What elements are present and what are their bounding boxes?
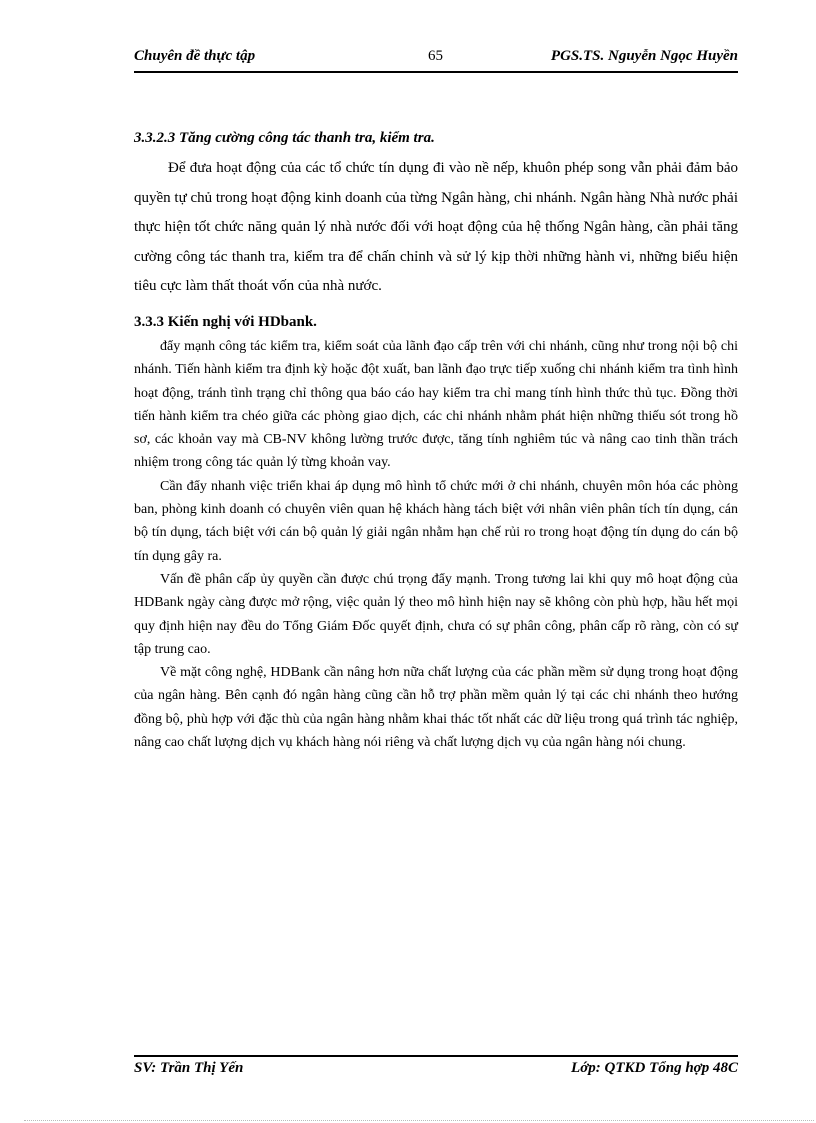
section-333-heading: 3.3.3 Kiến nghị với HDbank. — [134, 313, 317, 330]
class-name: Lớp: QTKD Tổng hợp 48C — [571, 1060, 738, 1076]
section-3323-paragraph: Để đưa hoạt động của các tổ chức tín dụng đi vào nề nếp, khuôn phép song vẫn phải đảm bảo quyền tự chủ trong hoạt động kinh doanh của từng Ngân hàng, chi nhánh. Ngân hàng Nhà nước phải thực hiện tốt chức năng quản lý nhà nước đối với hoạt động của hệ thống Ngân hàng, cần phải tăng cường công tác thanh tra, kiểm tra để chấn chỉnh và sử lý kịp thời những hành vi, những biểu hiện tiêu cực làm thất thoát vốn của nhà nước. — [134, 160, 738, 295]
page-footer — [134, 1060, 738, 1082]
section-333-paragraph-3: Vấn đề phân cấp ủy quyền cần được chú trọng đẩy mạnh. Trong tương lai khi quy mô hoạt động của HDBank ngày càng được mở rộng, việc quản lý theo mô hình hiện nay sẽ không còn phù hợp, hầu hết mọi quy định hiện nay đều do Tổng Giám Đốc quyết định, chưa có sự phân công, phân cấp rõ ràng, còn có sự tập trung cao. — [134, 571, 738, 657]
page-bottom-edge — [24, 1120, 814, 1121]
header-divider — [134, 71, 738, 73]
section-333-paragraph-1: đẩy mạnh công tác kiểm tra, kiểm soát của lãnh đạo cấp trên với chi nhánh, cũng như trong nội bộ chi nhánh. Tiến hành kiểm tra định kỳ hoặc đột xuất, ban lãnh đạo trực tiếp xuống chi nhánh kiểm tra tình hình hoạt động, tránh tình trạng chỉ thông qua báo cáo hay kiểm tra chỉ mang tính hình thức thủ tục. Đồng thời tiến hành kiểm tra chéo giữa các phòng giao dịch, các chi nhánh nhằm phát hiện những thiếu sót trong hồ sơ, các khoản vay mà CB-NV không lường trước được, tăng tính nghiêm túc và nâng cao tinh thần trách nhiệm trong công tác quản lý từng khoản vay. — [134, 338, 738, 471]
student-name: SV: Trần Thị Yến — [134, 1060, 244, 1076]
footer-divider — [134, 1055, 738, 1057]
page-number: 65 — [428, 48, 443, 64]
advisor-name: PGS.TS. Nguyễn Ngọc Huyền — [550, 48, 738, 64]
section-333-paragraph-4: Về mặt công nghệ, HDBank cần nâng hơn nữa chất lượng của các phần mềm sử dụng trong hoạt động của ngân hàng. Bên cạnh đó ngân hàng cũng cần hỗ trợ phần mềm quản lý tại các chi nhánh theo hướng đồng bộ, phù hợp với đặc thù của ngân hàng nhằm khai thác tốt nhất các dữ liệu trong quá trình tác nghiệp, nâng cao chất lượng dịch vụ khách hàng nói riêng và chất lượng dịch vụ của ngân hàng nói chung. — [134, 665, 738, 751]
page-body — [134, 130, 738, 754]
section-3323-heading: 3.3.2.3 Tăng cường công tác thanh tra, kiểm tra. — [134, 130, 435, 146]
page-header — [134, 48, 738, 70]
report-title: Chuyên đề thực tập — [134, 48, 256, 64]
section-333-paragraph-2: Cần đẩy nhanh việc triển khai áp dụng mô hình tổ chức mới ở chi nhánh, chuyên môn hóa các phòng ban, phòng kinh doanh có chuyên viên quan hệ khách hàng tách biệt với nhân viên phân tích tín dụng, cán bộ tín dụng, tách biệt với cán bộ quản lý giải ngân nhằm hạn chế rủi ro trong hoạt động tín dụng do cán bộ tín dụng gây ra. — [134, 478, 738, 564]
